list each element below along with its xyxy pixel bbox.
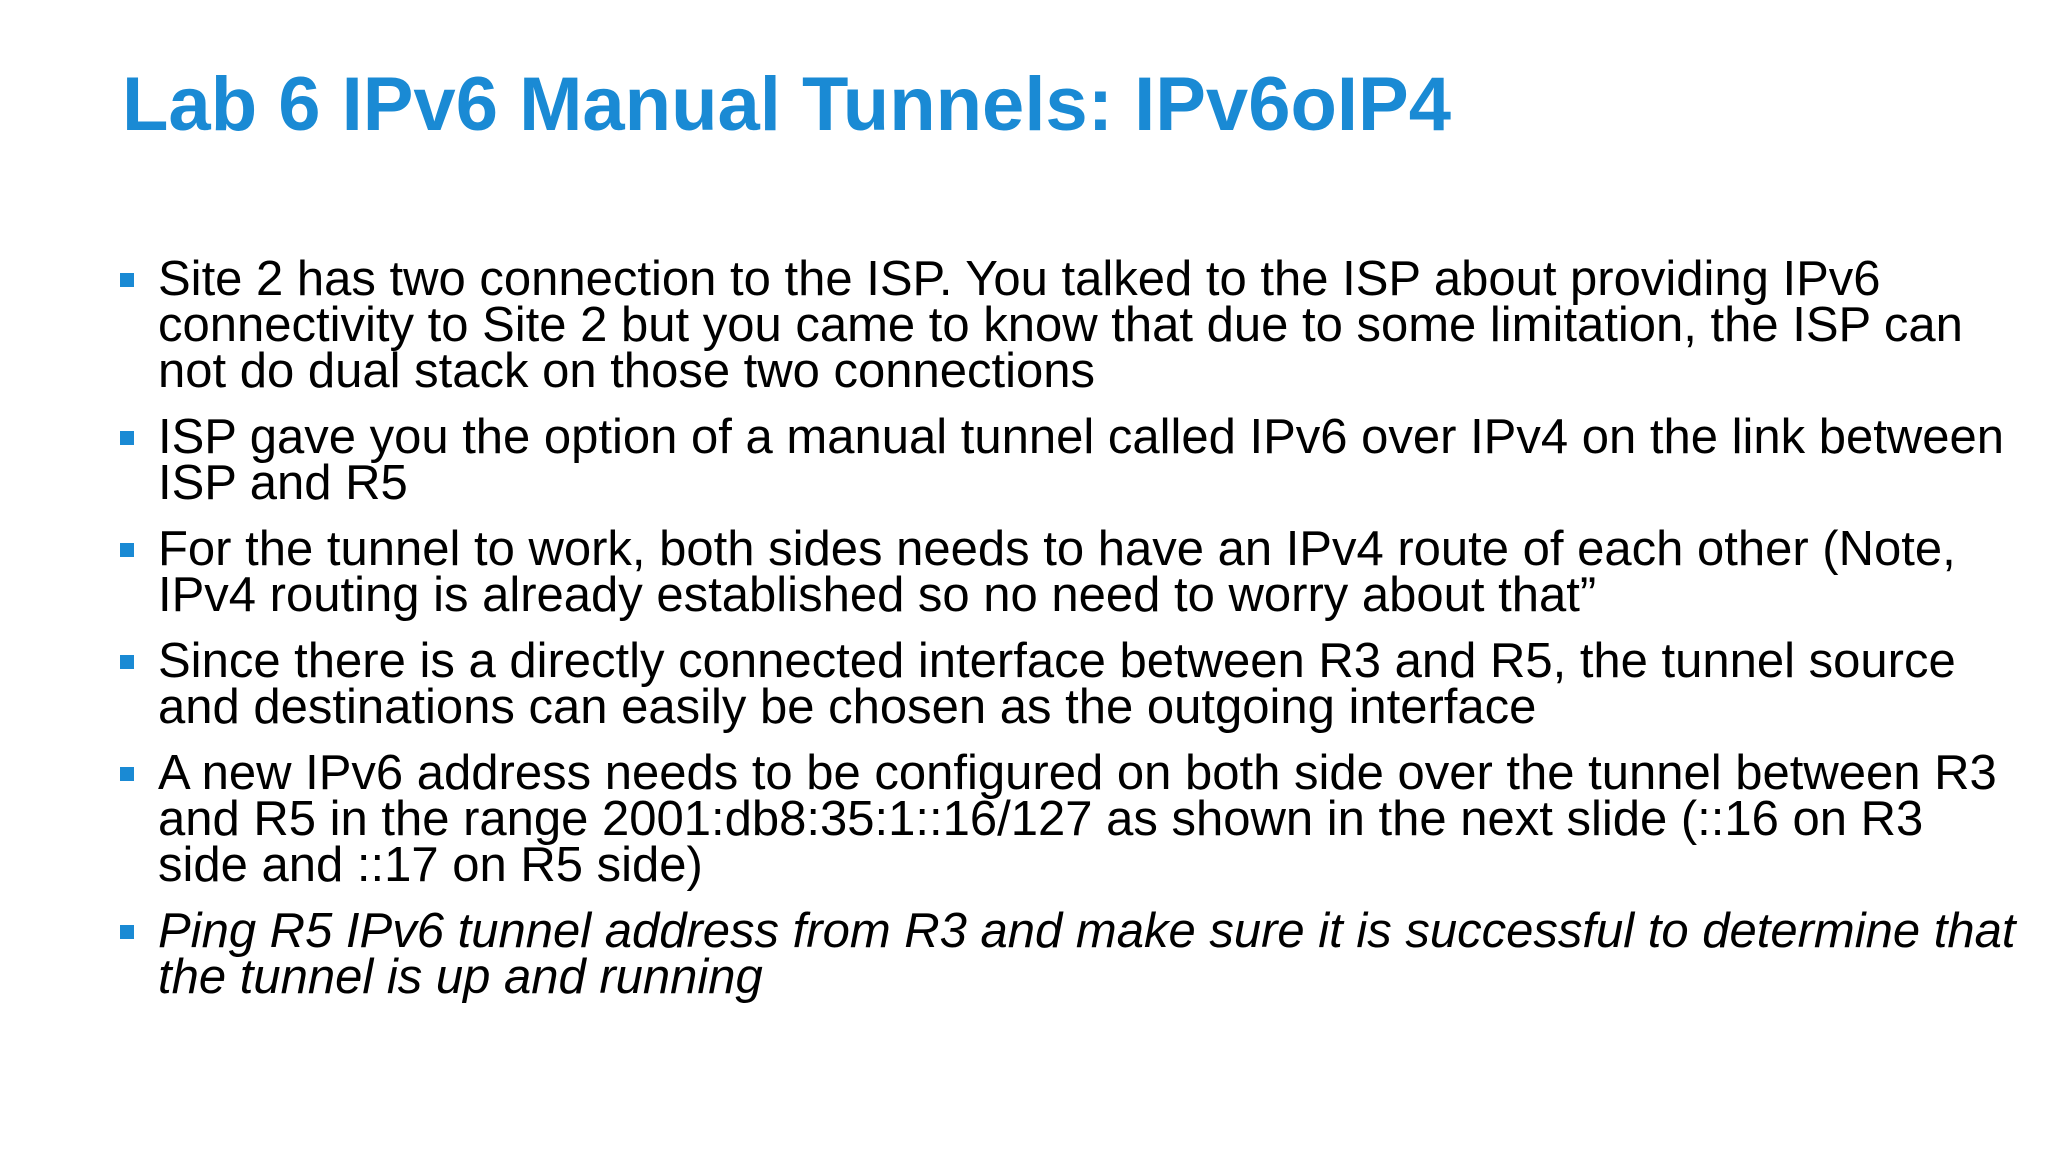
bullet-item [116,252,2016,398]
square-bullet-icon [120,273,134,287]
bullet-item [116,522,2016,622]
square-bullet-icon [120,925,134,939]
bullet-text: Since there is a directly connected interface between R3 and R5, the tunnel source and destinations can easily be chosen as the outgoing interface [158,634,1956,734]
bullet-item [116,634,2016,734]
square-bullet-icon [120,767,134,781]
square-bullet-icon [120,543,134,557]
square-bullet-icon [120,431,134,445]
bullet-item [116,904,2016,1004]
bullet-text: Ping R5 IPv6 tunnel address from R3 and make sure it is successful to determine that the tunnel is up and running [158,904,2016,1004]
bullet-text: A new IPv6 address needs to be configured on both side over the tunnel between R3 and R5 in the range 2001:db8:35:1::16/127 as shown in the next slide (::16 on R3 side and ::17 on R5 side) [158,746,1997,892]
bullet-text: ISP gave you the option of a manual tunnel called IPv6 over IPv4 on the link between ISP and R5 [158,410,2004,510]
bullet-item [116,746,2016,892]
square-bullet-icon [120,655,134,669]
bullet-text: Site 2 has two connection to the ISP. You talked to the ISP about providing IPv6 connectivity to Site 2 but you came to know that due to some limitation, the ISP can not do dual stack on those two connections [158,252,1963,398]
bullet-list [116,252,2016,1020]
bullet-text: For the tunnel to work, both sides needs to have an IPv4 route of each other (Note, IPv4 routing is already established so no need to worry about that” [158,522,1956,622]
slide-title: Lab 6 IPv6 Manual Tunnels: IPv6oIP4 [122,62,1451,147]
bullet-item [116,410,2016,510]
